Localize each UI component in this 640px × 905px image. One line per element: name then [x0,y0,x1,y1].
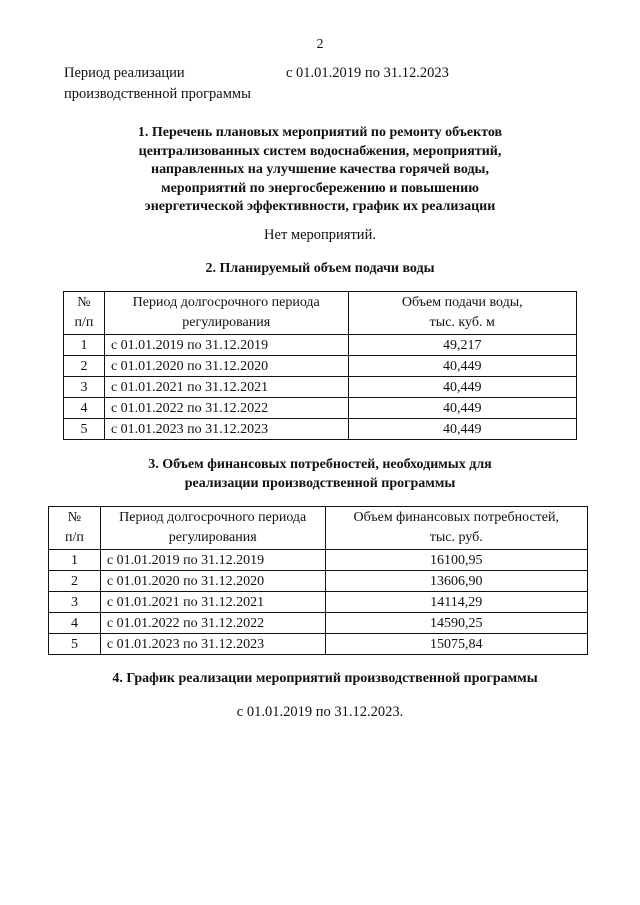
table-row [49,613,588,634]
row-period: с 01.01.2022 по 31.12.2022 [104,398,348,419]
row-value: 40,449 [348,356,577,377]
row-period: с 01.01.2019 по 31.12.2019 [104,335,348,356]
table-row [64,377,577,398]
section3-title [100,456,540,493]
header-period [100,507,325,550]
row-value: 40,449 [348,377,577,398]
header-value-line2: тыс. руб. [429,530,483,545]
section2-title: 2. Планируемый объем подачи воды [205,261,435,276]
row-num: 5 [49,634,101,655]
section1-title-line: 1. Перечень плановых мероприятий по ремонту объектов [137,125,503,140]
section1-title [100,124,540,217]
table-row [64,398,577,419]
table-row [49,592,588,613]
header-value-line1: Объем финансовых потребностей, [353,510,559,525]
period-label [64,63,251,105]
row-value: 40,449 [348,419,577,440]
header-value-line1: Объем подачи воды, [401,295,523,310]
header-period-line2: регулирования [168,530,257,545]
water-supply-table [63,291,577,440]
header-period-line1: Период долгосрочного периода [119,510,307,525]
section3-title-line: 3. Объем финансовых потребностей, необходимых для [148,457,492,472]
section1-title-line: централизованных систем водоснабжения, мероприятий, [138,143,502,159]
page-number: 2 [316,37,324,52]
section1-title-line: направленных на улучшение качества горячей воды, [151,162,489,177]
row-period: с 01.01.2020 по 31.12.2020 [104,356,348,377]
row-num: 3 [64,377,105,398]
row-value: 13606,90 [325,571,588,592]
header-num-line1: № [77,295,91,310]
row-num: 2 [64,356,105,377]
row-num: 2 [49,571,101,592]
header-num [49,507,101,550]
row-value: 15075,84 [325,634,588,655]
table-row [64,335,577,356]
row-value: 49,217 [348,335,577,356]
row-num: 3 [49,592,101,613]
row-value: 14114,29 [325,592,588,613]
row-period: с 01.01.2023 по 31.12.2023 [104,419,348,440]
section1-note: Нет мероприятий. [264,227,376,243]
row-value: 40,449 [348,398,577,419]
header-num-line2: п/п [74,315,94,330]
row-num: 4 [49,613,101,634]
row-num: 1 [64,335,105,356]
row-period: с 01.01.2023 по 31.12.2023 [100,634,325,655]
header-period-line2: регулирования [182,315,271,330]
section3-title-line: реализации производственной программы [184,475,456,491]
section4-title: 4. График реализации мероприятий производственной программы [112,671,538,686]
row-period: с 01.01.2022 по 31.12.2022 [100,613,325,634]
table-header-row [64,292,577,335]
row-period: с 01.01.2021 по 31.12.2021 [104,377,348,398]
table-row [49,571,588,592]
financial-needs-table [48,506,588,655]
section1-title-line: мероприятий по энергосбережению и повышению [161,180,479,196]
table-header-row [49,507,588,550]
header-period-line1: Период долгосрочного периода [132,295,320,310]
table-row [49,550,588,571]
row-period: с 01.01.2021 по 31.12.2021 [100,592,325,613]
header-num-line1: № [67,510,82,525]
period-label-line1: Период реализации [64,65,185,81]
table-row [49,634,588,655]
header-value [348,292,577,335]
header-value-line2: тыс. куб. м [429,315,495,330]
section4-period: с 01.01.2019 по 31.12.2023. [236,704,404,720]
period-value: с 01.01.2019 по 31.12.2023 [286,65,449,81]
section1-title-line: энергетической эффективности, график их реализации [144,199,496,214]
table-row [64,356,577,377]
period-label-line2: производственной программы [64,86,251,102]
header-value [325,507,588,550]
header-num-line2: п/п [65,530,84,545]
row-num: 5 [64,419,105,440]
header-period [104,292,348,335]
table-row [64,419,577,440]
row-period: с 01.01.2019 по 31.12.2019 [100,550,325,571]
row-num: 4 [64,398,105,419]
header-num [64,292,105,335]
row-value: 14590,25 [325,613,588,634]
row-num: 1 [49,550,101,571]
row-value: 16100,95 [325,550,588,571]
row-period: с 01.01.2020 по 31.12.2020 [100,571,325,592]
